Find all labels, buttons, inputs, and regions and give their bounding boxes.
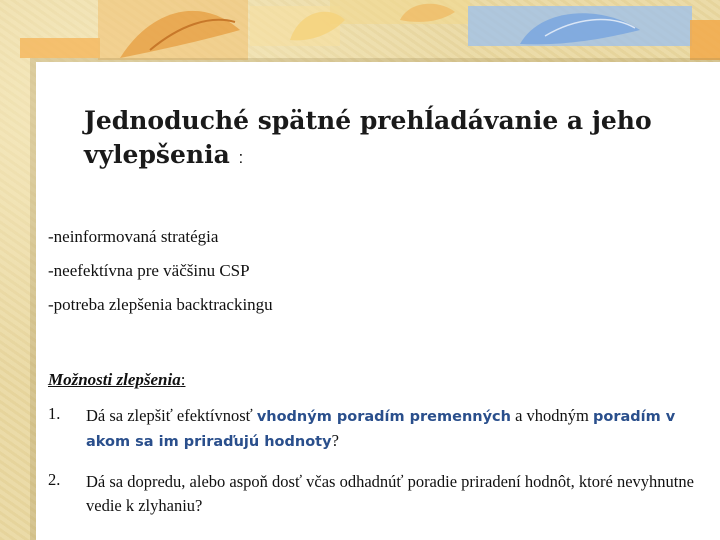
item-number: 2.: [48, 470, 61, 489]
bullet-item: -potreba zlepšenia backtrackingu: [48, 295, 273, 314]
item-text-part: a vhodným: [510, 406, 594, 425]
item-text-part: Dá sa zlepšiť efektívnosť: [86, 406, 257, 425]
slide-title-colon: :: [238, 148, 244, 167]
highlighted-phrase: poradím v akom sa im priraďujú hodnoty: [86, 409, 676, 450]
decorative-leaf-banner: [0, 0, 720, 62]
subheading-colon: :: [180, 370, 186, 389]
subheading: [48, 370, 185, 390]
highlighted-phrase: vhodným poradím premenných: [256, 409, 511, 425]
bullet-item: -neinformovaná stratégia: [48, 227, 219, 246]
slide-title-text: Jednoduché spätné prehĺadávanie a jeho vylepšenia: [84, 106, 652, 169]
bullet-item: -neefektívna pre väčšinu CSP: [48, 261, 250, 280]
bullet-list: [48, 226, 273, 328]
item-text: Dá sa dopredu, alebo aspoň dosť včas odhadnúť poradie priradení hodnôt, ktoré nevyhnutne vedie k zlyhaniu?: [86, 472, 694, 515]
item-text-part: ?: [331, 431, 339, 450]
subheading-text: Možnosti zlepšenia: [48, 370, 181, 389]
item-number: 1.: [48, 404, 61, 423]
item-text: [86, 404, 706, 454]
slide-title: [84, 104, 684, 175]
